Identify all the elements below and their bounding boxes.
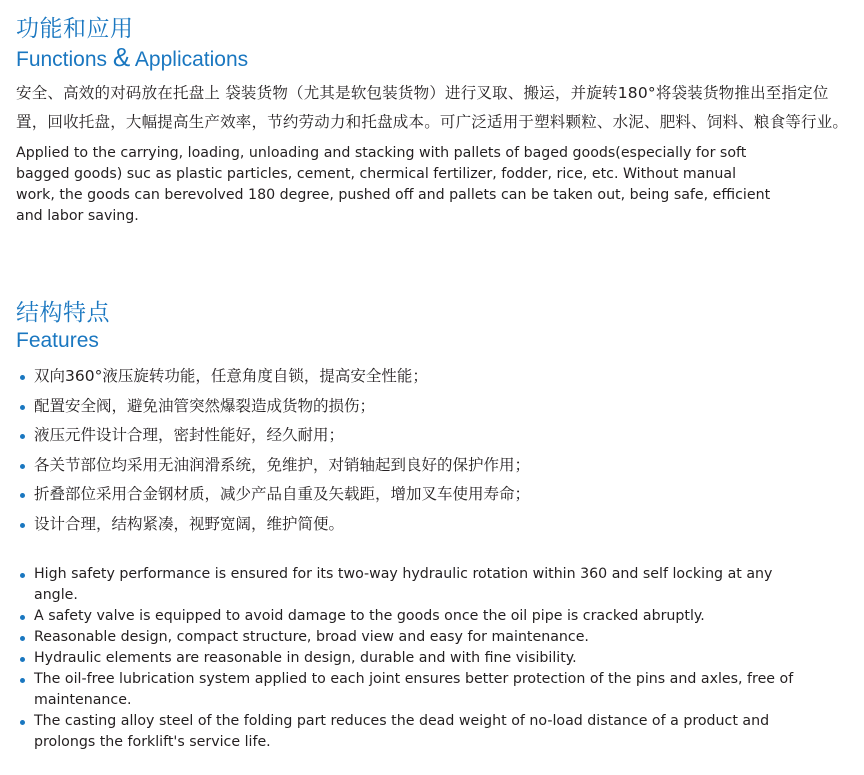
functions-title-en-part2: Applications [134, 48, 249, 71]
feature-item-cn [16, 480, 854, 510]
functions-section [16, 14, 854, 227]
feature-text: 液压元件设计合理，密封性能好，经久耐用； [34, 426, 345, 444]
ampersand: & [112, 42, 131, 72]
feature-text: Reasonable design, compact structure, broad view and easy for maintenance. [34, 629, 589, 645]
feature-item-cn [16, 362, 854, 392]
functions-description-cn: 安全、高效的对码放在托盘上 袋装货物（尤其是软包装货物）进行叉取、搬运，并旋转180°将袋装货物推出至指定位置，回收托盘，大幅提高生产效率，节约劳动力和托盘成本。可广泛适用于塑料颗粒、水泥、肥料、饲料、粮食等行业。 [16, 84, 849, 131]
bullet-dot-icon [20, 493, 25, 498]
feature-item-en [16, 669, 796, 711]
feature-item-cn [16, 510, 854, 540]
bullet-dot-icon [20, 375, 25, 380]
feature-text: High safety performance is ensured for its two-way hydraulic rotation within 360 and self locking at any angle. [34, 566, 773, 603]
bullet-dot-icon [20, 720, 25, 725]
feature-item-en [16, 648, 796, 669]
bullet-dot-icon [20, 636, 25, 641]
bullet-dot-icon [20, 615, 25, 620]
feature-item-cn [16, 451, 854, 481]
feature-item-en [16, 564, 796, 606]
bullet-dot-icon [20, 434, 25, 439]
functions-title-en-part1: Functions [16, 48, 108, 71]
feature-item-en [16, 711, 796, 753]
features-title-cn: 结构特点 [16, 300, 110, 326]
feature-item-en [16, 627, 796, 648]
functions-title-en [16, 44, 854, 73]
feature-item-cn [16, 421, 854, 451]
feature-item-cn [16, 392, 854, 422]
functions-title-cn: 功能和应用 [16, 16, 134, 42]
features-list-en [16, 564, 796, 753]
bullet-dot-icon [20, 405, 25, 410]
feature-text: A safety valve is equipped to avoid damage to the goods once the oil pipe is cracked abruptly. [34, 608, 705, 624]
feature-text: 双向360°液压旋转功能，任意角度自锁，提高安全性能； [34, 367, 428, 385]
bullet-dot-icon [20, 573, 25, 578]
feature-text: Hydraulic elements are reasonable in design, durable and with fine visibility. [34, 650, 577, 666]
bullet-dot-icon [20, 657, 25, 662]
bullet-dot-icon [20, 523, 25, 528]
feature-text: 设计合理，结构紧凑，视野宽阔，维护简便。 [34, 514, 345, 533]
feature-text: 折叠部位采用合金钢材质，减少产品自重及矢载距，增加叉车使用寿命； [34, 485, 531, 503]
functions-description-en: Applied to the carrying, loading, unloading and stacking with pallets of baged goods(especially for soft bagged goods) suc as plastic particles, cement, chermical fertilizer, fodder, rice, etc. Without manual work, the goods can berevolved 180 degree, pushed off and pallets can be taken out, being safe, efficient and labor saving. [16, 145, 771, 224]
bullet-dot-icon [20, 678, 25, 683]
features-title-en: Features [16, 329, 99, 352]
feature-text: The oil-free lubrication system applied to each joint ensures better protection of the pins and axles, free of maintenance. [34, 671, 794, 708]
features-section [16, 298, 854, 753]
feature-text: The casting alloy steel of the folding part reduces the dead weight of no-load distance of a product and prolongs the forklift's service life. [34, 713, 770, 750]
feature-text: 配置安全阀，避免油管突然爆裂造成货物的损伤； [34, 396, 376, 415]
features-list-cn [16, 362, 854, 539]
feature-item-en [16, 606, 796, 627]
bullet-dot-icon [20, 464, 25, 469]
feature-text: 各关节部位均采用无油润滑系统，免维护，对销轴起到良好的保护作用； [34, 455, 531, 474]
